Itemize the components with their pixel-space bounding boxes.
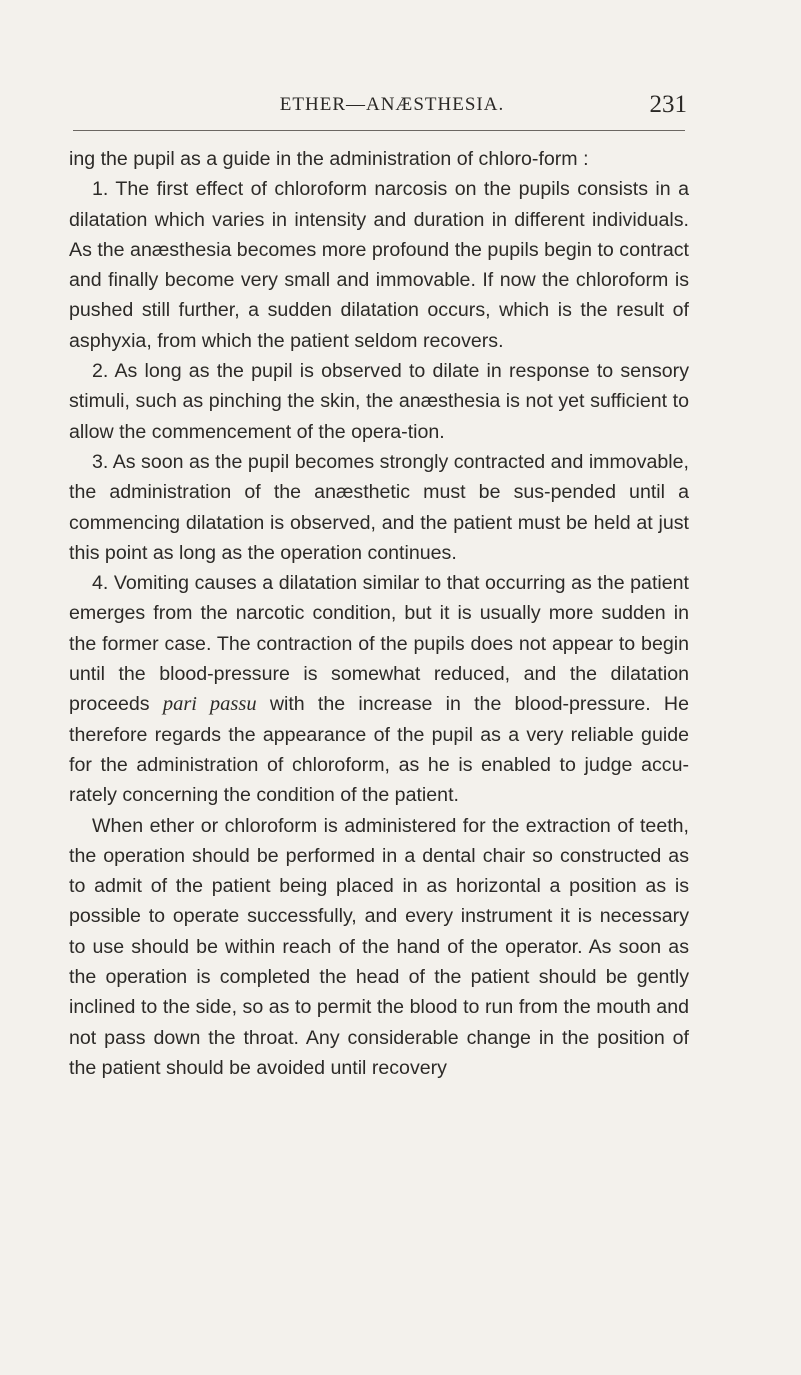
body-text bbox=[69, 144, 689, 1083]
paragraph-point-4 bbox=[69, 568, 689, 810]
paragraph-point-4-end: with the increase in the blood-pressure. He therefore regards the appearance of the pupil as a very reliable guide for the administration of chloroform, as he is enabled to judge accu-rately concerning the condition of the patient. bbox=[69, 693, 689, 807]
paragraph-point-4-start: 4. Vomiting causes a dilatation similar to that occurring as the patient emerges from the narcotic condition, but it is usually more sudden in the former case. The contraction of the pupils does not appear to begin until the blood-pressure is somewhat reduced, and the dilatation proceeds bbox=[69, 572, 689, 716]
header-rule bbox=[73, 130, 685, 131]
page-header bbox=[97, 91, 687, 128]
paragraph-tooth-extraction: When ether or chloroform is administered for the extraction of teeth, the operation should be performed in a dental chair so constructed as to admit of the patient being placed in as horizontal a position as is possible to operate successfully, and every instrument it is necessary to use should be within reach of the hand of the operator. As soon as the operation is completed the head of the patient should be gently inclined to the side, so as to permit the blood to run from the mouth and not pass down the throat. Any considerable change in the position of the patient should be avoided until recovery bbox=[69, 814, 689, 1079]
latin-phrase: pari passu bbox=[162, 693, 257, 716]
page-number: 231 bbox=[649, 91, 687, 118]
paragraph-point-3: 3. As soon as the pupil becomes strongly contracted and immovable, the administration of the anæsthetic must be sus-pended until a commencing dilatation is observed, and the patient must be held at just this point as long as the operation continues. bbox=[69, 450, 689, 564]
running-head: ETHER—ANÆSTHESIA. bbox=[279, 94, 505, 115]
paragraph-continuation: ing the pupil as a guide in the administration of chloro-form : bbox=[69, 148, 589, 170]
paragraph-point-1: 1. The first effect of chloroform narcosis on the pupils consists in a dilatation which varies in intensity and duration in different individuals. As the anæsthesia becomes more profound the pupils begin to contract and finally become very small and immovable. If now the chloroform is pushed still further, a sudden dilatation occurs, which is the result of asphyxia, from which the patient seldom recovers. bbox=[69, 178, 689, 352]
paragraph-point-2: 2. As long as the pupil is observed to dilate in response to sensory stimuli, such as pinching the skin, the anæsthesia is not yet sufficient to allow the commencement of the opera-tion. bbox=[69, 360, 689, 443]
